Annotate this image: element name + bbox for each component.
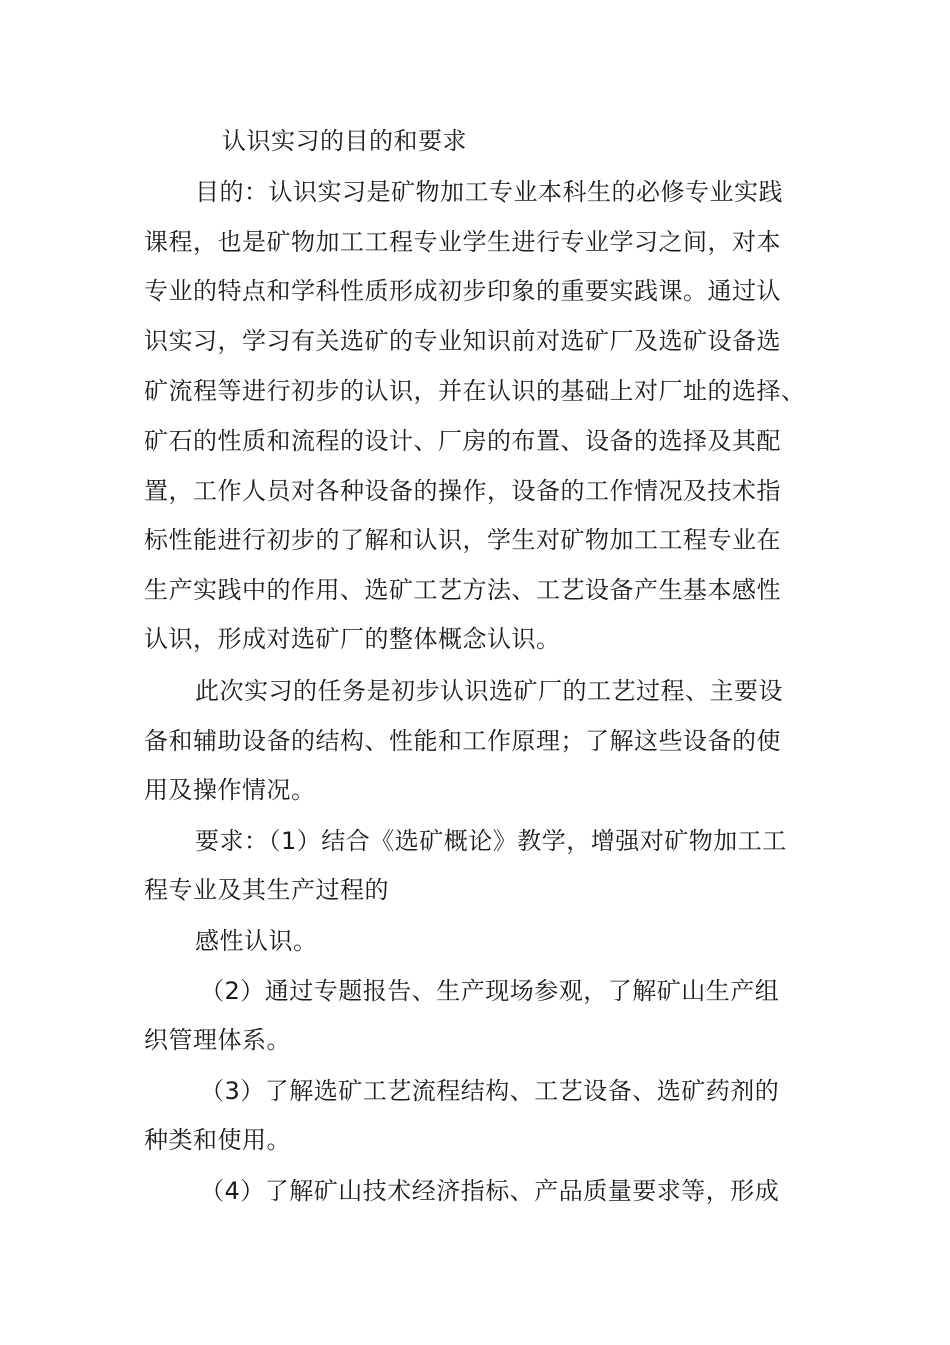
text-line: 目的：认识实习是矿物加工专业本科生的必修专业实践 [195,178,783,206]
text-line: 矿石的性质和流程的设计、厂房的布置、设备的选择及其配 [144,427,781,455]
text-line: 专业的特点和学科性质形成初步印象的重要实践课。通过认 [144,277,781,305]
text-line: 要求：（1）结合《选矿概论》教学，增强对矿物加工工 [195,827,787,855]
document-title: 认识实习的目的和要求 [222,127,467,155]
text-line: 课程，也是矿物加工工程专业学生进行专业学习之间，对本 [144,228,781,256]
text-line: 织管理体系。 [144,1026,291,1054]
text-line: 认识，形成对选矿厂的整体概念认识。 [144,625,561,653]
text-line: 此次实习的任务是初步认识选矿厂的工艺过程、主要设 [195,677,783,705]
text-line: 标性能进行初步的了解和认识，学生对矿物加工工程专业在 [144,526,781,554]
text-line: 种类和使用。 [144,1126,291,1154]
text-line: 识实习，学习有关选矿的专业知识前对选矿厂及选矿设备选 [144,327,781,355]
text-line: （3）了解选矿工艺流程结构、工艺设备、选矿药剂的 [200,1077,780,1105]
text-line: （2）通过专题报告、生产现场参观，了解矿山生产组 [200,977,780,1005]
text-line: 矿流程等进行初步的认识，并在认识的基础上对厂址的选择、 [144,377,806,405]
text-line: （4）了解矿山技术经济指标、产品质量要求等，形成 [200,1177,780,1205]
text-line: 生产实践中的作用、选矿工艺方法、工艺设备产生基本感性 [144,576,781,604]
text-line: 感性认识。 [195,927,318,955]
text-line: 置，工作人员对各种设备的操作，设备的工作情况及技术指 [144,477,781,505]
text-line: 程专业及其生产过程的 [144,876,389,904]
text-line: 备和辅助设备的结构、性能和工作原理；了解这些设备的使 [144,727,781,755]
text-line: 用及操作情况。 [144,776,316,804]
